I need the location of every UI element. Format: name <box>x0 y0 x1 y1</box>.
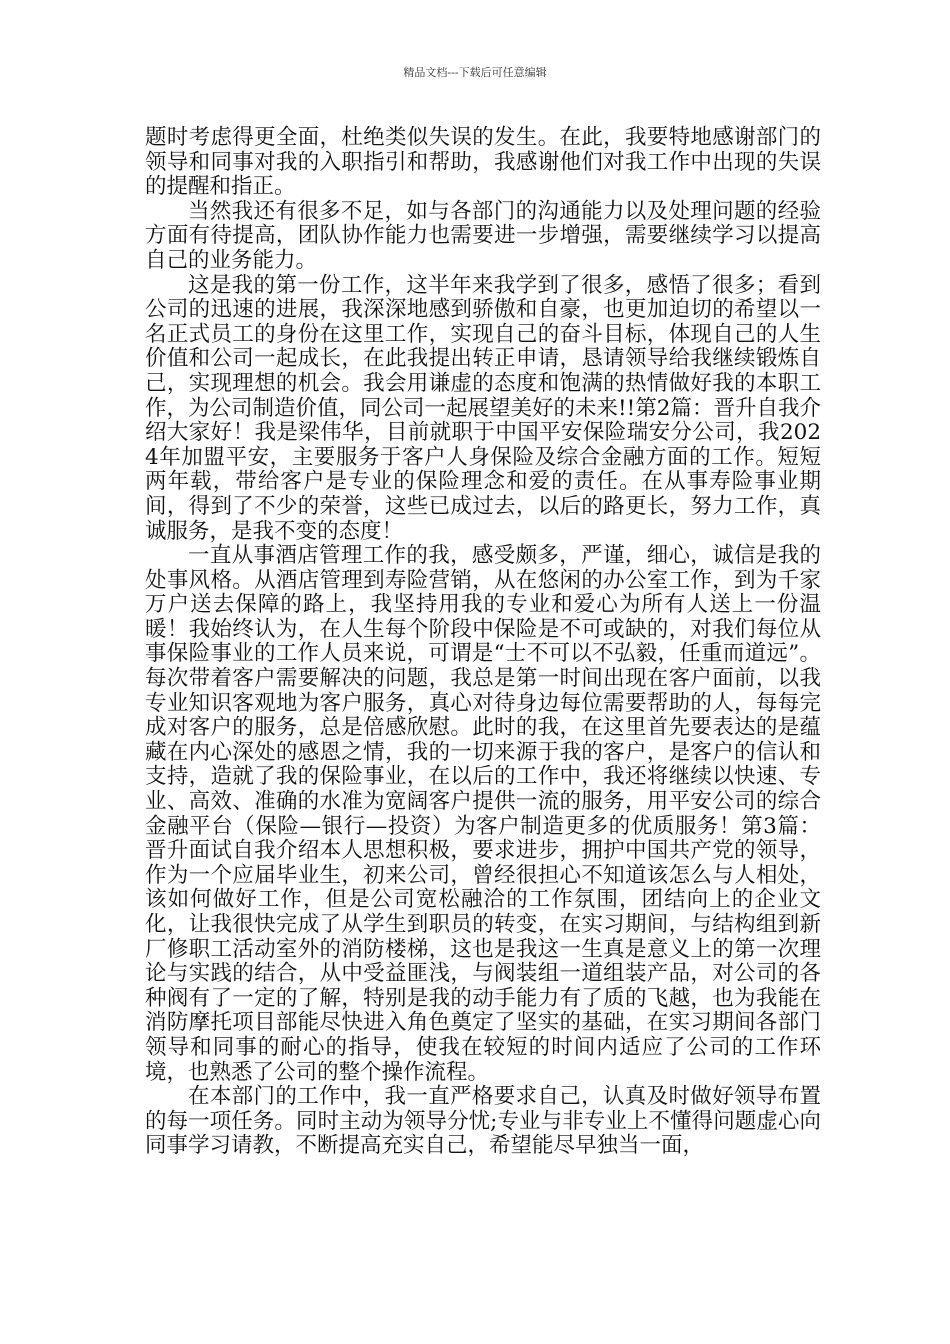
paragraph-3: 这是我的第一份工作，这半年来我学到了很多，感悟了很多；看到公司的迅速的进展，我深深地感到骄傲和自豪，也更加迫切的希望以一名正式员工的身份在这里工作，实现自己的奋斗目标，体现自己的人生价值和公司一起成长，在此我提出转正申请，恳请领导给我继续锻炼自己，实现理想的机会。我会用谦虚的态度和饱满的热情做好我的本职工作，为公司制造价值，同公司一起展望美好的未来!!第2篇：晋升自我介绍大家好！我是梁伟华，目前就职于中国平安保险瑞安分公司，我2024年加盟平安，主要服务于客户人身保险及综合金融方面的工作。短短两年载，带给客户是专业的保险理念和爱的责任。在从事寿险事业期间，得到了不少的荣誉，这些已成过去，以后的路更长，努力工作，真诚服务，是我不变的态度！ <box>145 272 821 544</box>
paragraph-2: 当然我还有很多不足，如与各部门的沟通能力以及处理问题的经验方面有待提高，团队协作能力也需要进一步增强，需要继续学习以提高自己的业务能力。 <box>145 198 821 273</box>
paragraph-4: 一直从事酒店管理工作的我，感受颇多，严谨，细心，诚信是我的处事风格。从酒店管理到寿险营销，从在悠闲的办公室工作，到为千家万户送去保障的路上，我坚持用我的专业和爱心为所有人送上一份温暖！我始终认为，在人生每个阶段中保险是不可或缺的，对我们每位从事保险事业的工作人员来说，可谓是“士不可以不弘毅，任重而道远”。 每次带着客户需要解决的问题，我总是第一时间出现在客户面前，以我专业知识客观地为客户服务，真心对待身边每位需要帮助的人，每每完成对客户的服务，总是倍感欣慰。此时的我，在这里首先要表达的是蕴藏在内心深处的感恩之情，我的一切来源于我的客户，是客户的信认和支持，造就了我的保险事业，在以后的工作中，我还将继续以快速、专业、高效、准确的水准为宽阔客户提供一流的服务，用平安公司的综合金融平台（保险—银行—投资）为客户制造更多的优质服务！第3篇：晋升面试自我介绍本人思想积极，要求进步，拥护中国共产党的领导，作为一个应届毕业生，初来公司，曾经很担心不知道该怎么与人相处，该如何做好工作，但是公司宽松融洽的工作氛围，团结向上的企业文化，让我很快完成了从学生到职员的转变，在实习期间，与结构组到新厂修职工活动室外的消防楼梯，这也是我这一生真是意义上的第一次理论与实践的结合，从中受益匪浅，与阀装组一道组装产品，对公司的各种阀有了一定的了解，特别是我的动手能力有了质的飞越，也为我能在消防摩托项目部能尽快进入角色奠定了坚实的基础，在实习期间各部门领导和同事的耐心的指导，使我在较短的时间内适应了公司的工作环境，也熟悉了公司的整个操作流程。 <box>145 543 821 1085</box>
document-body <box>145 126 821 1159</box>
paragraph-5: 在本部门的工作中，我一直严格要求自己，认真及时做好领导布置的每一项任务。同时主动为领导分忧;专业与非专业上不懂得问题虚心向同事学习请教，不断提高充实自己，希望能尽早独当一面， <box>145 1084 821 1159</box>
paragraph-1: 题时考虑得更全面，杜绝类似失误的发生。在此，我要特地感谢部门的领导和同事对我的入职指引和帮助，我感谢他们对我工作中出现的失误的提醒和指正。 <box>145 125 821 200</box>
page-header: 精品文档---下载后可任意编辑 <box>403 66 547 79</box>
